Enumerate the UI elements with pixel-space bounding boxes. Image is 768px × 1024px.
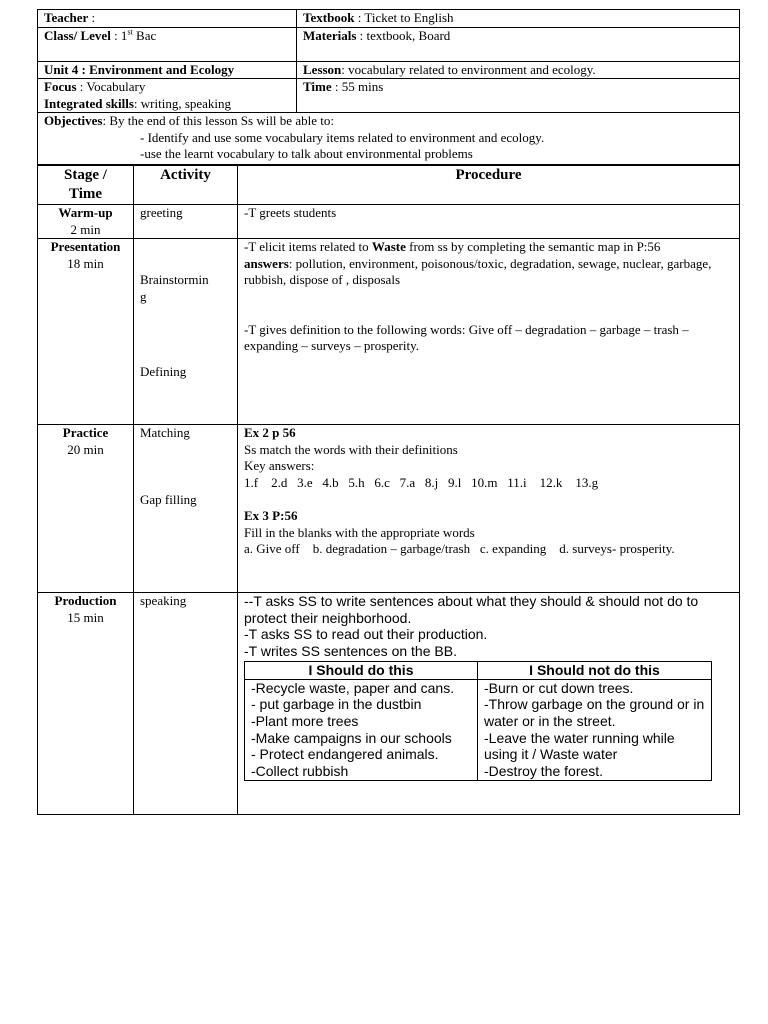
unit-label: Unit 4 : Environment and Ecology bbox=[44, 61, 235, 77]
should-item: - put garbage in the dustbin bbox=[251, 696, 422, 713]
should-not-item: -Burn or cut down trees. bbox=[484, 679, 634, 696]
definition-text: -T gives definition to the following words: Give off – degradation – garbage – trash – expanding – surveys – prosperity. bbox=[244, 321, 689, 353]
elicit-text-post: from ss by completing the semantic map in P:56 bbox=[405, 239, 661, 254]
warmup-stage: Warm-up bbox=[58, 205, 113, 220]
class-cell bbox=[38, 27, 297, 61]
textbook-value: : Ticket to English bbox=[354, 10, 454, 25]
unit-cell bbox=[38, 61, 297, 79]
procedure-header: Procedure bbox=[238, 166, 740, 205]
should-not-item: -Leave the water running while using it / Waste water bbox=[484, 729, 675, 763]
should-not-item: -Destroy the forest. bbox=[484, 763, 604, 780]
should-list bbox=[245, 679, 478, 780]
presentation-time: 18 min bbox=[67, 255, 104, 271]
class-value-post: Bac bbox=[132, 27, 157, 43]
should-table bbox=[244, 661, 712, 781]
matching-label: Matching bbox=[140, 425, 190, 440]
activity-header: Activity bbox=[134, 166, 238, 205]
elicit-text-pre: -T elicit items related to bbox=[244, 239, 372, 254]
objectives-cell bbox=[38, 113, 740, 165]
stage-header-line2: Time bbox=[68, 186, 103, 202]
warmup-activity: greeting bbox=[134, 205, 238, 239]
waste-word: Waste bbox=[371, 239, 406, 254]
production-time: 15 min bbox=[67, 609, 104, 625]
should-header: I Should do this bbox=[245, 661, 478, 679]
production-procedure-cell bbox=[238, 593, 740, 815]
practice-activity-cell bbox=[134, 425, 238, 593]
should-item: -Recycle waste, paper and cans. bbox=[251, 679, 455, 696]
defining-label: Defining bbox=[140, 364, 187, 379]
ex3-answers: a. Give off b. degradation – garbage/trash c. expanding d. surveys- prosperity. bbox=[244, 541, 675, 556]
materials-value: : textbook, Board bbox=[356, 27, 451, 43]
warmup-stage-cell bbox=[38, 205, 134, 239]
focus-cell bbox=[38, 79, 297, 113]
ex2-title: Ex 2 p 56 bbox=[244, 425, 296, 440]
should-item: -Collect rubbish bbox=[251, 763, 349, 780]
materials-cell bbox=[297, 27, 740, 61]
lesson-value: : vocabulary related to environment and ecology. bbox=[341, 61, 596, 77]
answers-label: answers bbox=[244, 255, 289, 271]
ex3-instruction: Fill in the blanks with the appropriate words bbox=[244, 524, 475, 540]
materials-label: Materials bbox=[303, 27, 357, 43]
production-stage: Production bbox=[54, 593, 117, 608]
class-value: : 1 bbox=[110, 27, 128, 43]
objective-item: -use the learnt vocabulary to talk about environmental problems bbox=[140, 146, 473, 161]
teacher-label: Teacher bbox=[44, 10, 89, 25]
teacher-value: : bbox=[88, 10, 96, 25]
production-activity: speaking bbox=[134, 593, 238, 815]
presentation-activity-cell bbox=[134, 239, 238, 425]
should-item: -Plant more trees bbox=[251, 712, 359, 729]
objective-item: - Identify and use some vocabulary items related to environment and ecology. bbox=[140, 129, 545, 145]
should-item: - Protect endangered animals. bbox=[251, 746, 439, 763]
time-label: Time bbox=[303, 79, 332, 94]
presentation-procedure-cell bbox=[238, 239, 740, 425]
brainstorming-label-a: Brainstormin bbox=[140, 272, 209, 287]
production-line: -T asks SS to read out their production. bbox=[244, 626, 488, 643]
production-line: -T writes SS sentences on the BB. bbox=[244, 643, 457, 660]
should-not-item: -Throw garbage on the ground or in water or in the street. bbox=[484, 696, 705, 729]
textbook-label: Textbook bbox=[303, 10, 355, 25]
warmup-time: 2 min bbox=[70, 221, 101, 237]
time-value: : 55 mins bbox=[331, 79, 384, 94]
class-label: Class/ Level bbox=[44, 27, 111, 43]
header-table bbox=[37, 9, 740, 165]
lesson-plan-table bbox=[37, 165, 740, 815]
practice-procedure-cell bbox=[238, 425, 740, 593]
ex3-title: Ex 3 P:56 bbox=[244, 508, 298, 523]
presentation-stage-cell bbox=[38, 239, 134, 425]
ex2-answers: 1.f 2.d 3.e 4.b 5.h 6.c 7.a 8.j 9.l 10.m 11.i 12.k 13.g bbox=[244, 474, 599, 490]
practice-stage-cell bbox=[38, 425, 134, 593]
class-value-sup: st bbox=[127, 27, 133, 37]
production-line: --T asks SS to write sentences about what they should & should not do to protect their neighborhood. bbox=[244, 593, 699, 626]
focus-label: Focus bbox=[44, 79, 77, 94]
gap-filling-label: Gap filling bbox=[140, 491, 197, 507]
skills-value: : writing, speaking bbox=[133, 95, 232, 111]
objectives-label: Objectives bbox=[44, 113, 103, 128]
practice-time: 20 min bbox=[67, 441, 104, 457]
ex2-key-label: Key answers: bbox=[244, 458, 315, 473]
warmup-procedure: -T greets students bbox=[238, 205, 740, 239]
stage-header-line1: Stage / bbox=[64, 167, 107, 183]
brainstorming-label-b: g bbox=[140, 288, 147, 304]
focus-value: : Vocabulary bbox=[76, 79, 146, 94]
teacher-cell bbox=[38, 10, 297, 28]
should-not-list bbox=[478, 679, 712, 780]
should-not-header: I Should not do this bbox=[478, 661, 712, 679]
practice-stage: Practice bbox=[62, 425, 109, 440]
lesson-label: Lesson bbox=[303, 61, 342, 77]
stage-time-header bbox=[38, 166, 134, 205]
should-item: -Make campaigns in our schools bbox=[251, 729, 452, 746]
ex2-instruction: Ss match the words with their definitions bbox=[244, 441, 458, 457]
answers-text: : pollution, environment, poisonous/toxic, degradation, sewage, nuclear, garbage, rubbish, dispose of , disposals bbox=[244, 255, 712, 287]
lesson-cell bbox=[297, 61, 740, 79]
objectives-intro: : By the end of this lesson Ss will be able to: bbox=[102, 113, 334, 128]
time-cell bbox=[297, 79, 740, 113]
textbook-cell bbox=[297, 10, 740, 28]
skills-label: Integrated skills bbox=[44, 95, 134, 111]
presentation-stage: Presentation bbox=[50, 239, 121, 254]
production-stage-cell bbox=[38, 593, 134, 815]
